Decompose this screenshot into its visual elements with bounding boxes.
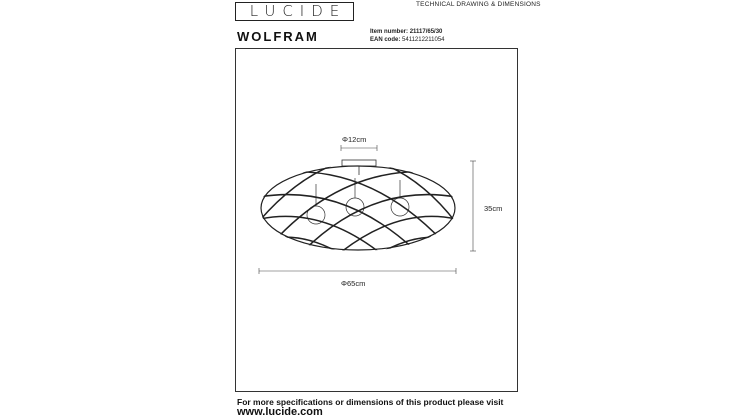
shade-diameter-label: Φ65cm (341, 279, 366, 288)
logo-text: LUCIDE (249, 2, 347, 20)
section-label: TECHNICAL DRAWING & DIMENSIONS (416, 1, 541, 8)
base-diameter-label: Φ12cm (342, 135, 367, 144)
width-dimension-line (259, 268, 456, 274)
ceiling-canopy (342, 160, 376, 175)
item-number-value: 21117/65/30 (409, 29, 443, 35)
item-number-label: Item number: (370, 29, 409, 35)
product-name: WOLFRAM (237, 29, 319, 44)
ean-label: EAN code: (370, 37, 401, 43)
height-dimension-line (470, 161, 476, 251)
website-link[interactable]: www.lucide.com (237, 406, 323, 418)
base-dimension-line (341, 145, 377, 151)
wire-shade-lattice (240, 136, 478, 275)
height-label: 35cm (484, 204, 503, 213)
footer-note: For more specifications or dimensions of this product please visit (237, 397, 504, 407)
ean-value: 5411212211054 (402, 37, 445, 43)
